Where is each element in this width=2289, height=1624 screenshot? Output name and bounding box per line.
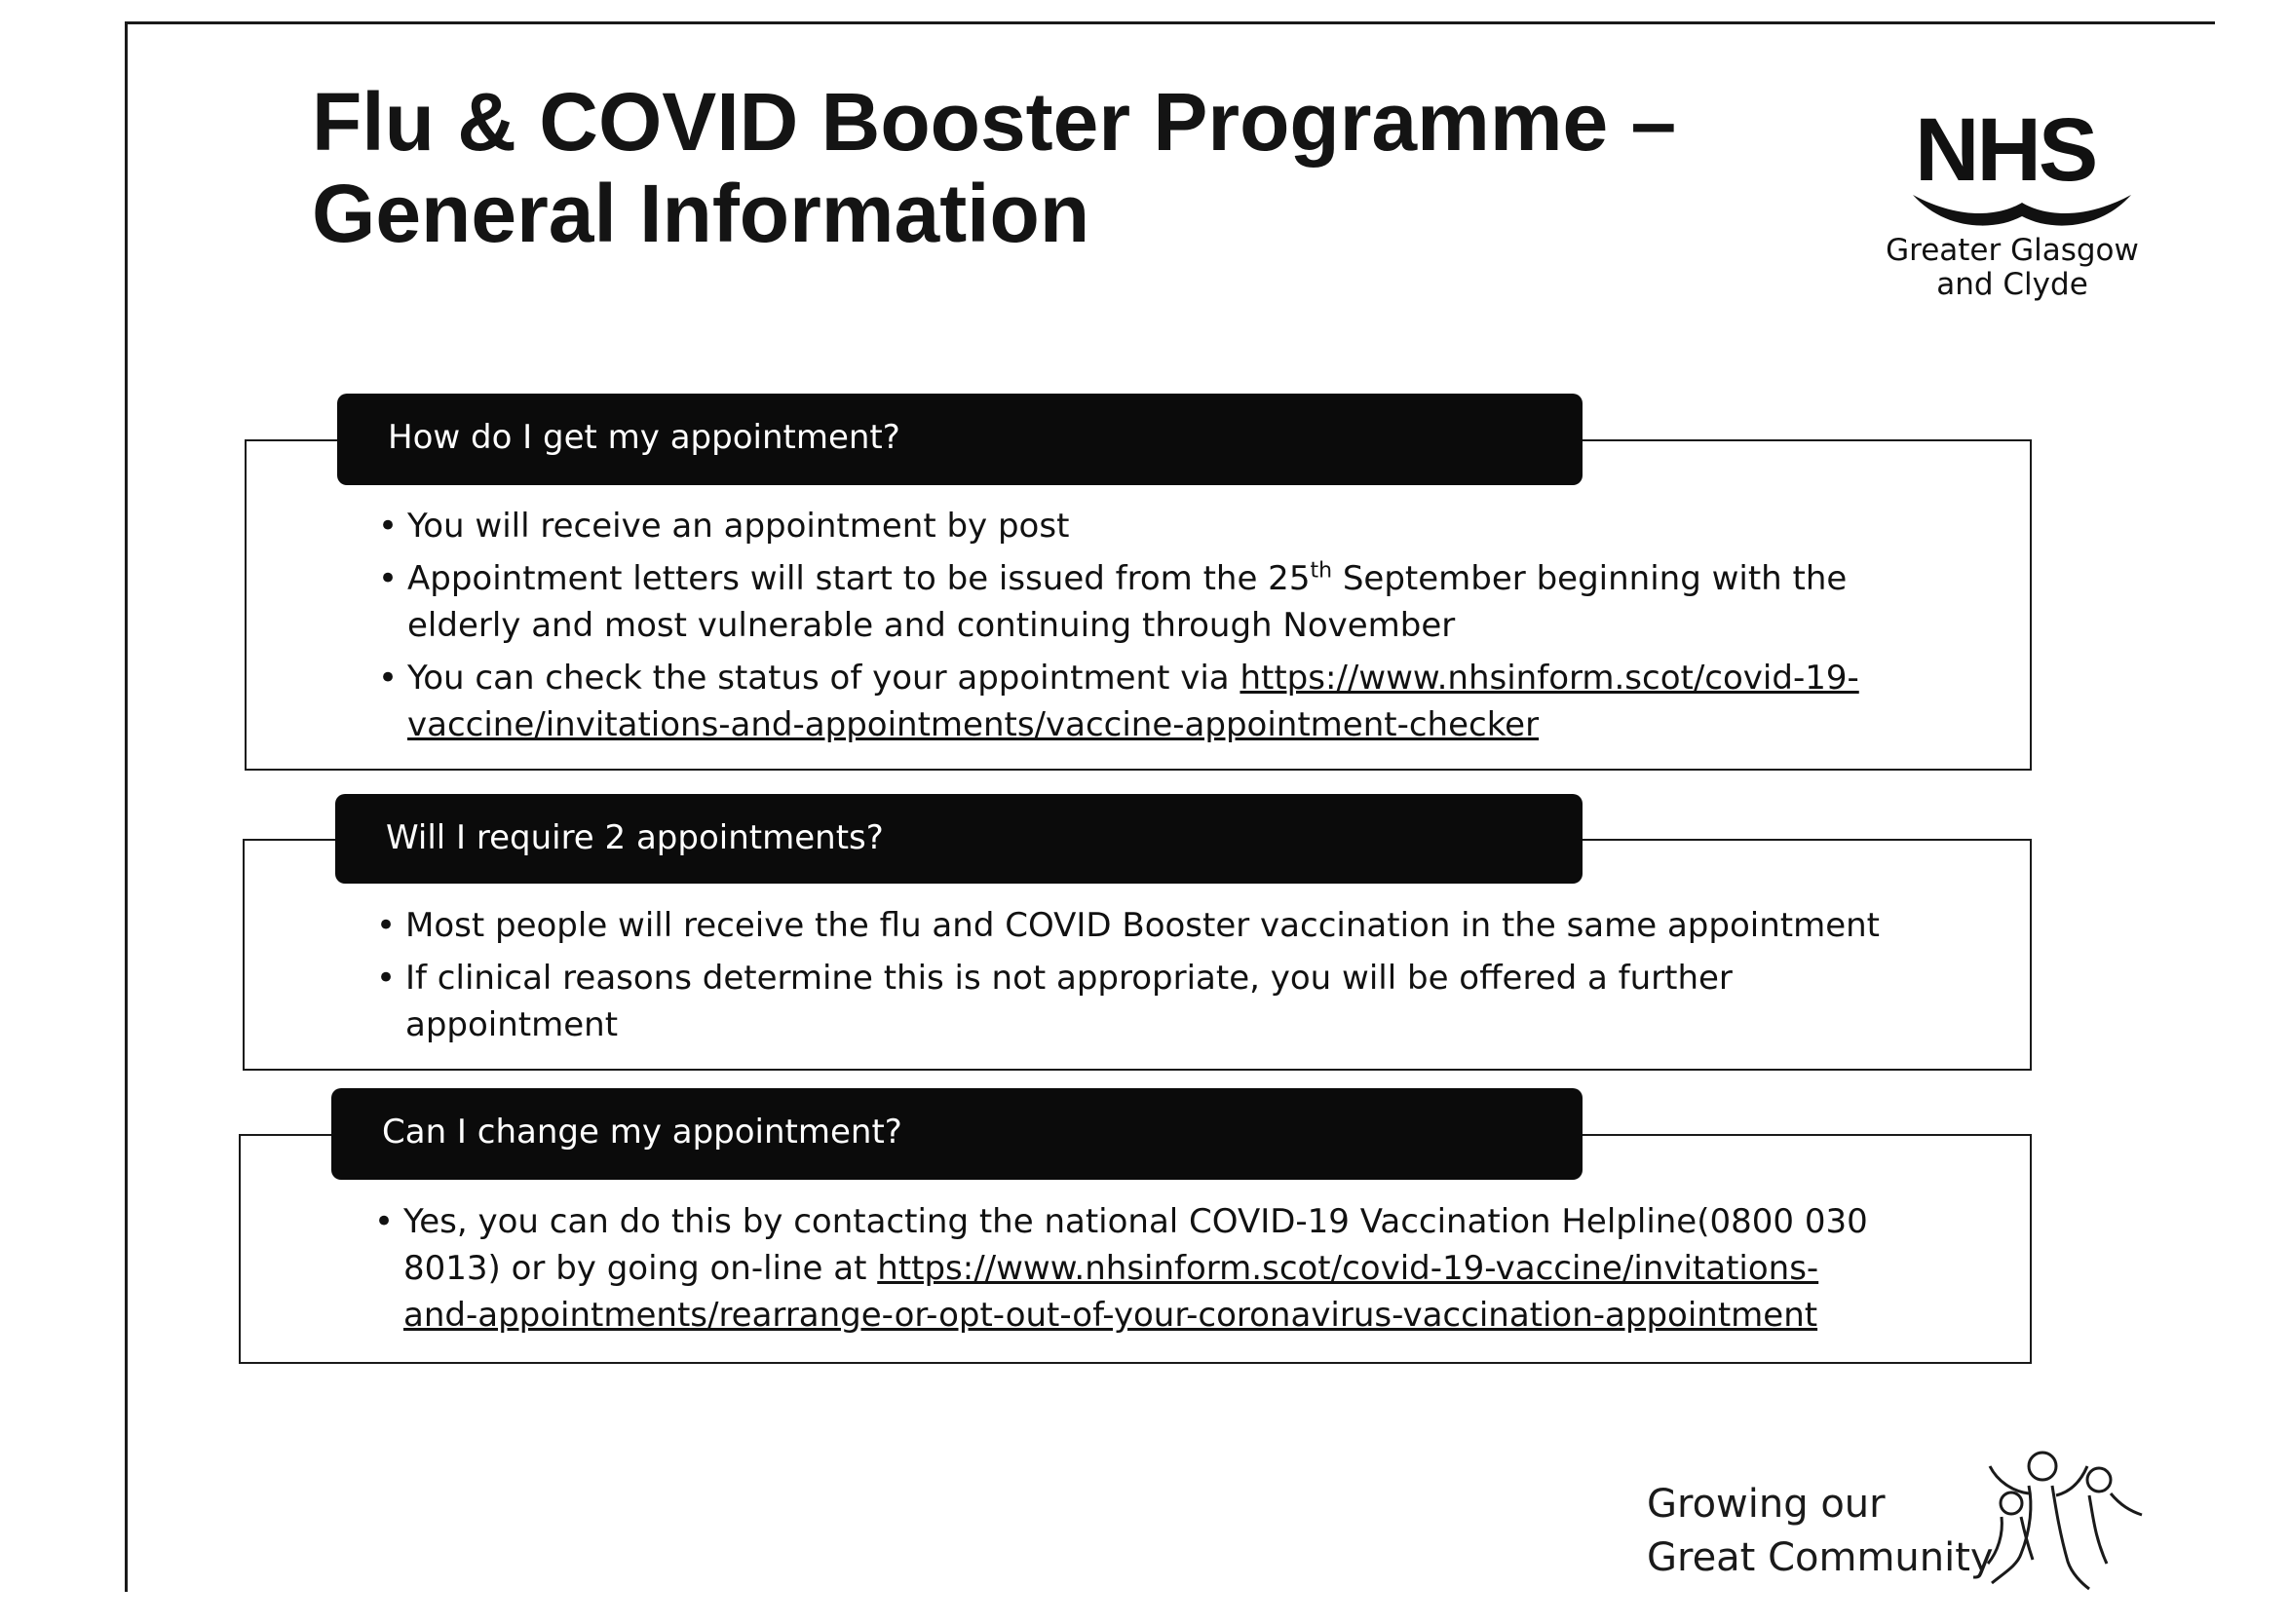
list-item: • Appointment letters will start to be issued from the 25th September beginning with the elderly and most vulnerable and continuing through November [378,555,1898,649]
community-figures-icon [1974,1437,2150,1603]
rearrange-appointment-link[interactable]: https://www.nhsinform.scot/covid-19-vaccine/invitations-and-appointments/rearrange-or-opt-out-of-your-coronavirus-vaccination-appointment [403,1249,1819,1335]
list-item: • You will receive an appointment by post [378,503,1898,549]
nhs-board-name [1866,234,2158,302]
growing-community-logo [1647,1466,2154,1603]
page-border-top [125,21,2215,24]
page-title-line-1: Flu & COVID Booster Programme – [312,76,1677,168]
list-item: • If clinical reasons determine this is not appropriate, you will be offered a further appointment [376,955,1896,1048]
section-bullets-get-appointment [378,503,1898,754]
page-border-left [125,21,128,1592]
appointment-checker-link[interactable]: https://www.nhsinform.scot/covid-19-vaccine/invitations-and-appointments/vaccine-appointment-checker [407,659,1859,744]
nhs-wordmark: NHS [1915,100,2096,200]
section-bullets-two-appointments [376,902,1896,1054]
page-title-line-2: General Information [312,168,1090,259]
section-header-get-appointment: How do I get my appointment? [337,394,1583,485]
list-item: • Most people will receive the flu and COVID Booster vaccination in the same appointment [376,902,1896,949]
page-title [312,76,1676,259]
nhs-board-line-1: Greater Glasgow [1886,233,2139,268]
nhs-logo [1866,100,2158,315]
section-header-change-appointment: Can I change my appointment? [331,1088,1583,1180]
nhs-swoosh-icon [1905,181,2139,230]
list-item: • You can check the status of your appointment via https://www.nhsinform.scot/covid-19-vaccine/invitations-and-appointments/vaccine-appointment-checker [378,655,1898,748]
growing-line-1: Growing our [1647,1482,1886,1527]
list-item: • Yes, you can do this by contacting the national COVID-19 Vaccination Helpline(0800 030 8013) or by going on-line at https://www.nhsinform.scot/covid-19-vaccine/invitations-and-appointments/rearrange-or-opt-out-of-your-coronavirus-vaccination-appointment [374,1198,1885,1339]
section-bullets-change-appointment [374,1198,1885,1344]
nhs-board-line-2: and Clyde [1936,267,2088,302]
section-header-two-appointments: Will I require 2 appointments? [335,794,1583,884]
growing-line-2: Great Community [1647,1535,1994,1580]
growing-community-text [1647,1478,1994,1585]
